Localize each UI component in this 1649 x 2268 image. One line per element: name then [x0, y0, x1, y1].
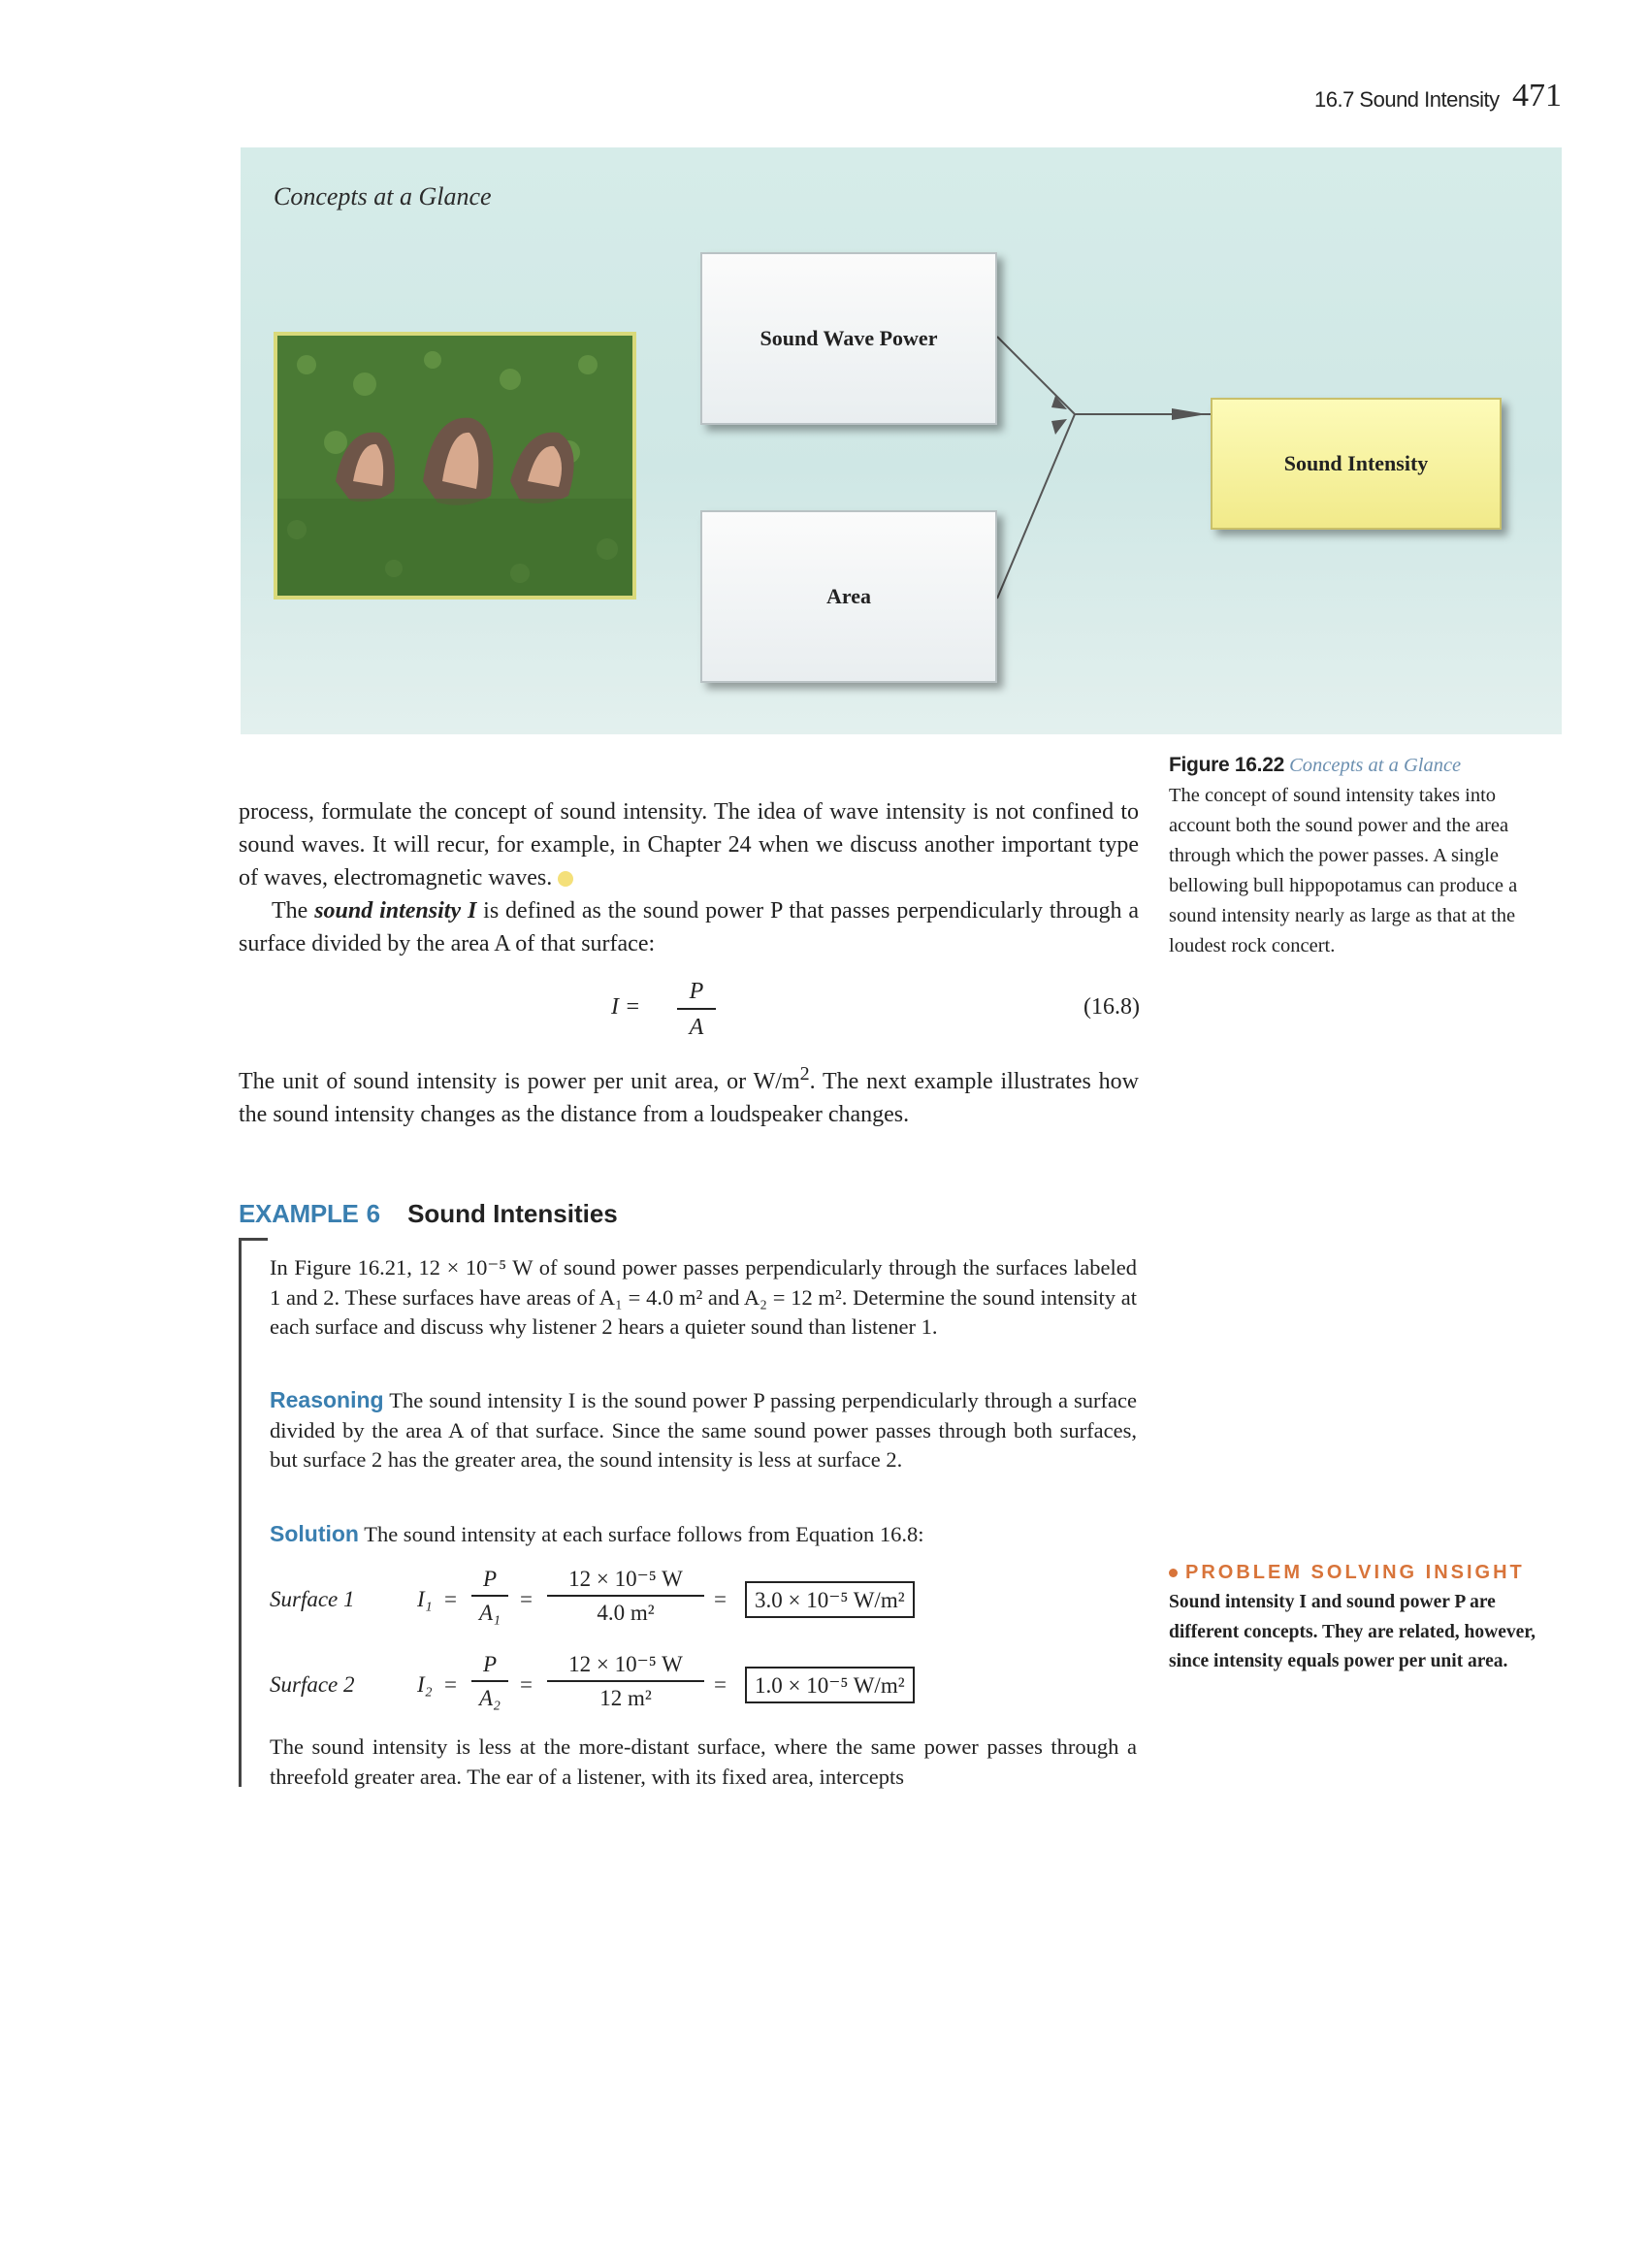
concepts-title: Concepts at a Glance — [274, 182, 492, 211]
equation-number: (16.8) — [1083, 994, 1140, 1020]
figure-caption-text: The concept of sound intensity takes into account both the sound power and the area through which the power passes. A single bellowing bull hippopotamus can produce a sound intensity nearly as large as that at the loudest rock concert. — [1169, 785, 1518, 956]
paragraph-3-post: . The next example illustrates how the sound intensity changes as the distance from a loudspeaker changes. — [239, 1069, 1139, 1127]
surface-2-num: P — [482, 1652, 498, 1676]
paragraph-3 — [239, 1057, 1139, 1131]
surface-1-symbol: I₁ — [417, 1587, 433, 1611]
section-title: 16.7 Sound Intensity — [1314, 87, 1500, 112]
reasoning-label: Reasoning — [270, 1387, 384, 1412]
example-side-rule — [239, 1238, 242, 1787]
surface-2-symbolic-fraction — [471, 1649, 508, 1713]
equals-sign: = — [714, 1587, 727, 1611]
surface-2-fnum: 12 × 10⁻⁵ W — [568, 1652, 683, 1676]
example-title: Sound Intensities — [407, 1199, 618, 1228]
surface-1-fden: 4.0 m² — [597, 1601, 655, 1625]
surface-1-symbolic-fraction — [471, 1564, 508, 1628]
insight-text: Sound intensity I and sound power P are different concepts. They are related, however, since intensity equals power per unit area. — [1169, 1592, 1536, 1671]
equals-sign: = — [444, 1587, 457, 1611]
figure-caption-title: Concepts at a Glance — [1289, 755, 1462, 776]
paragraph-1-text: process, formulate the concept of sound intensity. The idea of wave intensity is not confined to sound waves. It will recur, for example, in Chapter 24 when we discuss another important type of waves, electromagnetic waves. — [239, 799, 1139, 891]
solution-text: The sound intensity at each surface follows from Equation 16.8: — [364, 1522, 924, 1546]
example-label: EXAMPLE — [239, 1199, 359, 1228]
surface-1-answer-box: 3.0 × 10⁻⁵ W/m² — [745, 1581, 915, 1618]
surface-2-numeric-fraction — [547, 1649, 704, 1713]
paragraph-1 — [239, 795, 1139, 894]
area-box: Area — [700, 510, 997, 683]
surface-1-numeric-fraction — [547, 1564, 704, 1628]
surface-1-name: Surface 1 — [270, 1587, 355, 1611]
problem-solving-insight — [1169, 1562, 1562, 1677]
surface-2-symbol: I₂ — [417, 1672, 433, 1697]
surface-2-name: Surface 2 — [270, 1672, 355, 1697]
surface-2-calculation — [270, 1649, 987, 1733]
example-heading — [239, 1199, 618, 1229]
example-problem: In Figure 16.21, 12 × 10⁻⁵ W of sound power passes perpendicularly through the surfaces labeled 1 and 2. These surfaces have areas of A₁ = 4.0 m² and A₂ = 12 m². Determine the sound intensity at each surface and discuss why listener 2 hears a quieter sound than listener 1. — [270, 1255, 1137, 1339]
insight-heading — [1169, 1562, 1562, 1584]
surface-2-den: A₂ — [478, 1686, 501, 1710]
sun-marker-icon — [558, 871, 573, 887]
figure-label: Figure 16.22 — [1169, 754, 1284, 776]
sound-intensity-term: sound intensity I — [314, 898, 477, 923]
paragraph-2-pre: The — [272, 898, 315, 923]
example-top-rule — [239, 1238, 268, 1241]
paragraph-2-post: is defined as the sound power P that passes perpendicularly through a surface divided by the area A of that surface: — [239, 898, 1140, 956]
paragraph-2 — [239, 894, 1139, 960]
equals-sign: = — [520, 1587, 533, 1611]
surface-1-num: P — [482, 1567, 498, 1591]
example-conclusion: The sound intensity is less at the more-distant surface, where the same power passes through a threefold greater area. The ear of a listener, with its fixed area, intercepts — [270, 1734, 1137, 1789]
figure-caption — [1169, 750, 1562, 961]
example-solution — [270, 1519, 1137, 1550]
paragraph-3-sup: 2 — [799, 1063, 810, 1085]
equation-lhs: I = — [611, 994, 641, 1020]
equation-numerator: P — [689, 979, 704, 1004]
insight-heading-text: PROBLEM SOLVING INSIGHT — [1185, 1562, 1525, 1583]
equals-sign: = — [714, 1672, 727, 1697]
concepts-at-a-glance-figure — [241, 147, 1562, 734]
surface-2-fden: 12 m² — [599, 1686, 652, 1710]
equation-fraction — [677, 975, 716, 1043]
surface-2-answer-box: 1.0 × 10⁻⁵ W/m² — [745, 1667, 915, 1703]
equals-sign: = — [520, 1672, 533, 1697]
reasoning-text: The sound intensity I is the sound power P passing perpendicularly through a surface divided by the area A of that surface. Since the same sound power passes through both surfaces, but surface 2 has the greater area, the sound intensity is less at surface 2. — [270, 1388, 1137, 1472]
sound-wave-power-box: Sound Wave Power — [700, 252, 997, 425]
surface-1-fnum: 12 × 10⁻⁵ W — [568, 1567, 683, 1591]
surface-1-den: A₁ — [478, 1601, 501, 1625]
example-reasoning — [270, 1385, 1137, 1475]
sound-intensity-box: Sound Intensity — [1211, 398, 1502, 530]
bullet-icon — [1169, 1569, 1178, 1577]
example-number: 6 — [366, 1199, 381, 1228]
equation-denominator: A — [689, 1015, 704, 1040]
running-header — [1314, 76, 1562, 124]
equals-sign: = — [444, 1672, 457, 1697]
surface-1-calculation — [270, 1564, 987, 1647]
paragraph-3-pre: The unit of sound intensity is power per unit area, or W/m — [239, 1069, 800, 1094]
equation-16-8 — [601, 975, 1145, 1053]
solution-label: Solution — [270, 1521, 359, 1546]
page-number: 471 — [1512, 78, 1562, 113]
